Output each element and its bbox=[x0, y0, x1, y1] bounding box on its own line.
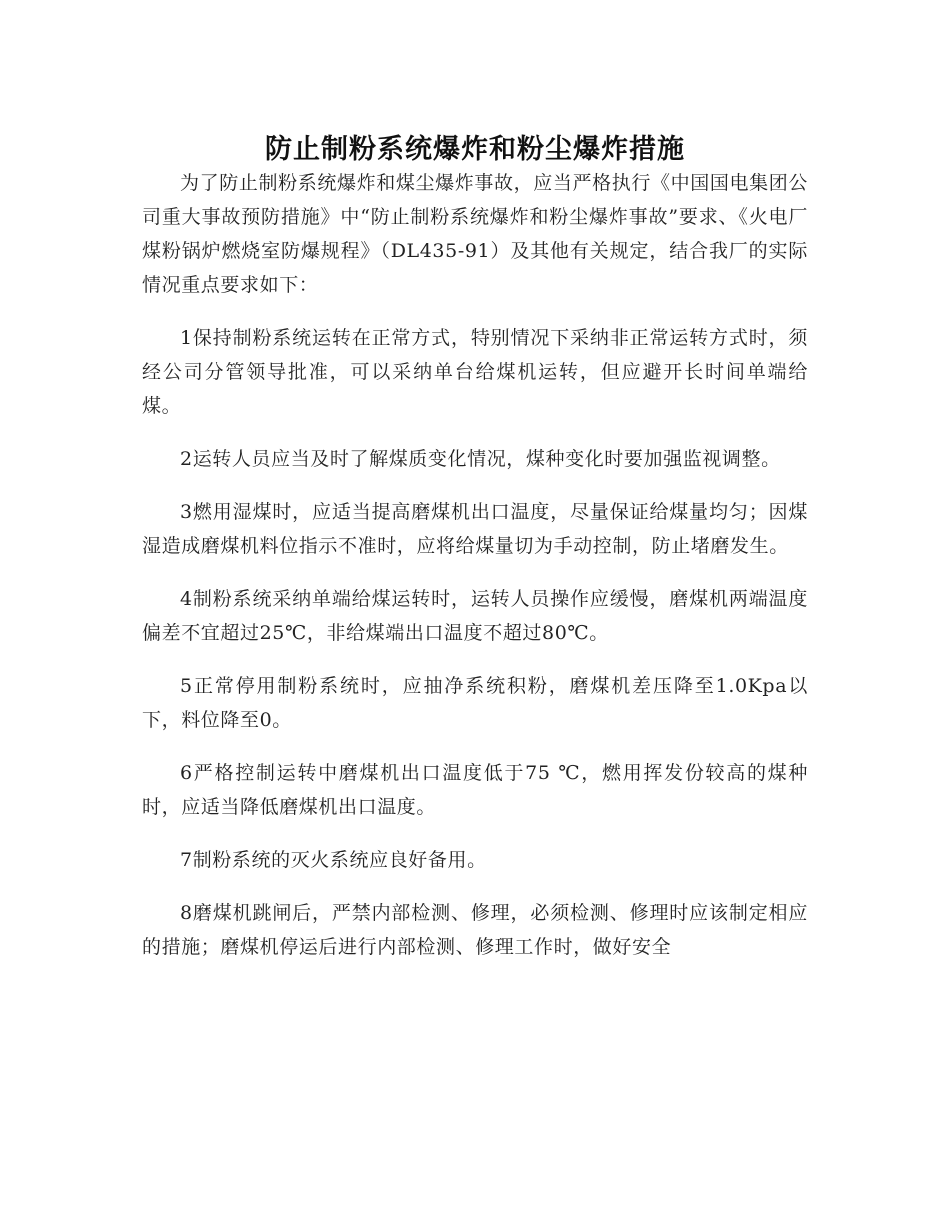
paragraph-item-2: 2运转人员应当及时了解煤质变化情况，煤种变化时要加强监视调整。 bbox=[180, 448, 781, 470]
document-title: 防止制粉系统爆炸和粉尘爆炸措施 bbox=[265, 134, 685, 166]
paragraph-item-5: 5正常停用制粉系统时，应抽净系统积粉，磨煤机差压降至1.0Kpa以下，料位降至0。 bbox=[142, 675, 808, 731]
paragraph-item-1: 1保持制粉系统运转在正常方式，特别情况下采纳非正常运转方式时，须经公司分管领导批准，可以采纳单台给煤机运转，但应避开长时间单端给煤。 bbox=[142, 327, 808, 417]
paragraph-item-4: 4制粉系统采纳单端给煤运转时，运转人员操作应缓慢，磨煤机两端温度偏差不宜超过25℃，非给煤端出口温度不超过80℃。 bbox=[142, 588, 808, 644]
paragraph-intro: 为了防止制粉系统爆炸和煤尘爆炸事故，应当严格执行《中国国电集团公司重大事故预防措施》中“防止制粉系统爆炸和粉尘爆炸事故”要求、《火电厂煤粉锅炉燃烧室防爆规程》（DL435-91）及其他有关规定，结合我厂的实际情况重点要求如下： bbox=[142, 172, 808, 296]
paragraph-item-6: 6严格控制运转中磨煤机出口温度低于75 ℃，燃用挥发份较高的煤种时，应适当降低磨煤机出口温度。 bbox=[142, 762, 808, 818]
paragraph-item-7: 7制粉系统的灭火系统应良好备用。 bbox=[180, 849, 487, 871]
paragraph-item-3: 3燃用湿煤时，应适当提高磨煤机出口温度，尽量保证给煤量均匀；因煤湿造成磨煤机料位指示不准时，应将给煤量切为手动控制，防止堵磨发生。 bbox=[142, 501, 808, 557]
paragraph-item-8: 8磨煤机跳闸后，严禁内部检测、修理，必须检测、修理时应该制定相应的措施；磨煤机停运后进行内部检测、修理工作时，做好安全 bbox=[142, 902, 808, 958]
document-body bbox=[142, 166, 808, 983]
